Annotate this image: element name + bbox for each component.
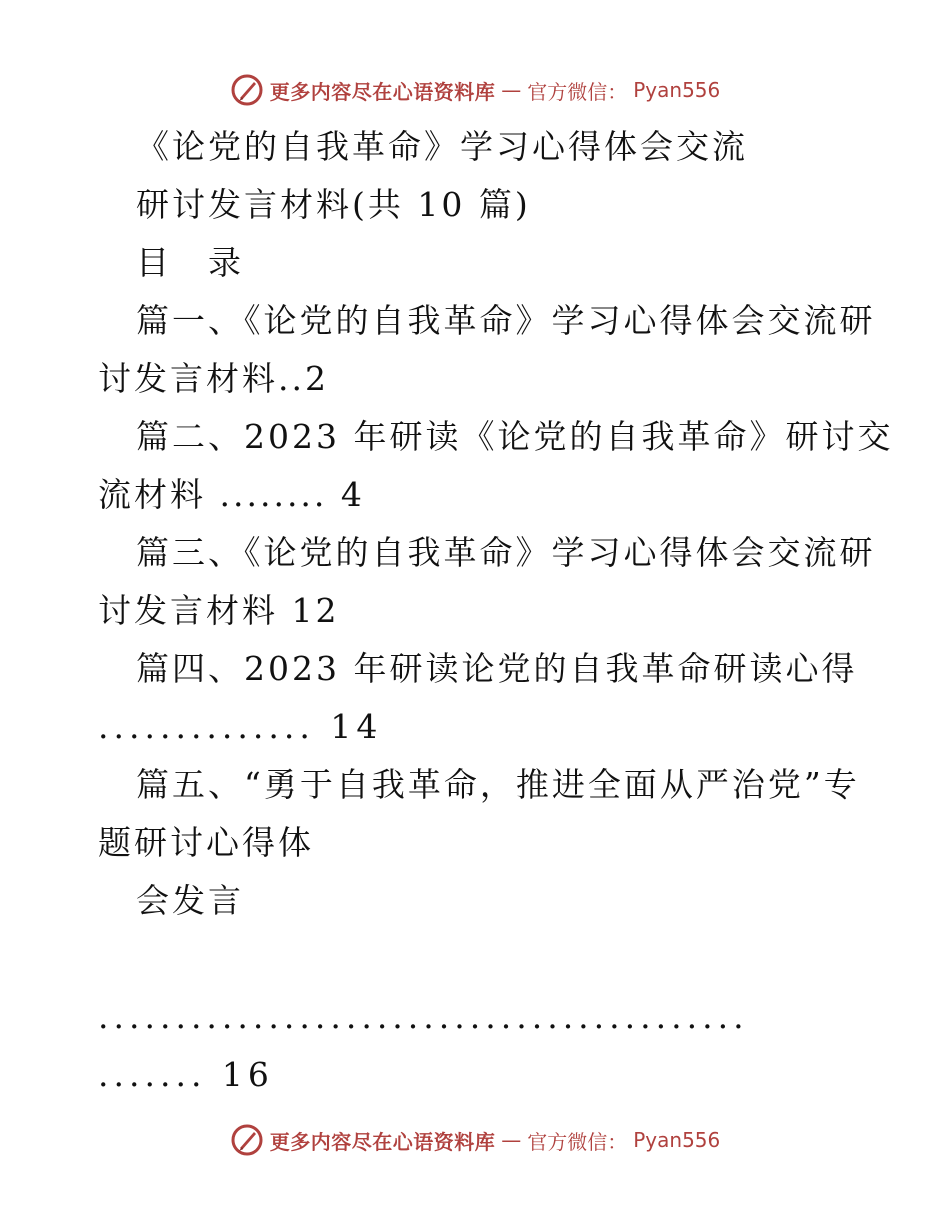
toc-heading: 目 录 [136, 243, 244, 282]
toc-entry-1-line-2: 讨发言材料..2 [98, 359, 329, 398]
toc-entry-4-line-2: .............. 14 [98, 707, 383, 746]
brand-separator: — [501, 1128, 522, 1152]
document-body [98, 118, 894, 1104]
toc-entry-3-line-1: 篇三、《论党的自我革命》学习心得体会交流研 [136, 533, 876, 572]
toc-entry-5-line-3: 会发言 [136, 881, 244, 920]
footer-watermark [0, 1120, 950, 1160]
quill-pen-circle-icon [230, 1123, 264, 1157]
toc-entry-4-line-1: 篇四、2023 年研读论党的自我革命研读心得 [136, 649, 858, 688]
toc-entry-5-line-2: 题研讨心得体 [98, 823, 314, 862]
blank-line [98, 930, 858, 988]
wechat-id: Pyan556 [633, 1128, 721, 1152]
header-watermark [0, 70, 950, 110]
toc-entry-5-line-1: 篇五、“勇于自我革命，推进全面从严治党”专 [136, 765, 860, 804]
brand-text: 更多内容尽在心语资料库 [269, 1129, 496, 1154]
brand-separator: — [501, 78, 522, 102]
doc-title-line-2: 研讨发言材料(共 10 篇) [136, 185, 531, 224]
wechat-id: Pyan556 [633, 78, 721, 102]
doc-title-line-1: 《论党的自我革命》学习心得体会交流 [136, 127, 748, 166]
toc-entry-2-line-2: 流材料 ........ 4 [98, 475, 365, 514]
toc-entry-1-line-1: 篇一、《论党的自我革命》学习心得体会交流研 [136, 301, 876, 340]
wechat-label: 官方微信： [527, 1129, 628, 1154]
quill-pen-circle-icon [230, 73, 264, 107]
toc-entry-5-page: ....... 16 [98, 1055, 274, 1094]
toc-entry-5-leader-dots: .......................................... [98, 997, 749, 1036]
toc-entry-3-line-2: 讨发言材料 12 [98, 591, 340, 630]
toc-entry-2-line-1: 篇二、2023 年研读《论党的自我革命》研讨交 [136, 417, 894, 456]
wechat-label: 官方微信： [527, 79, 628, 104]
brand-text: 更多内容尽在心语资料库 [269, 79, 496, 104]
